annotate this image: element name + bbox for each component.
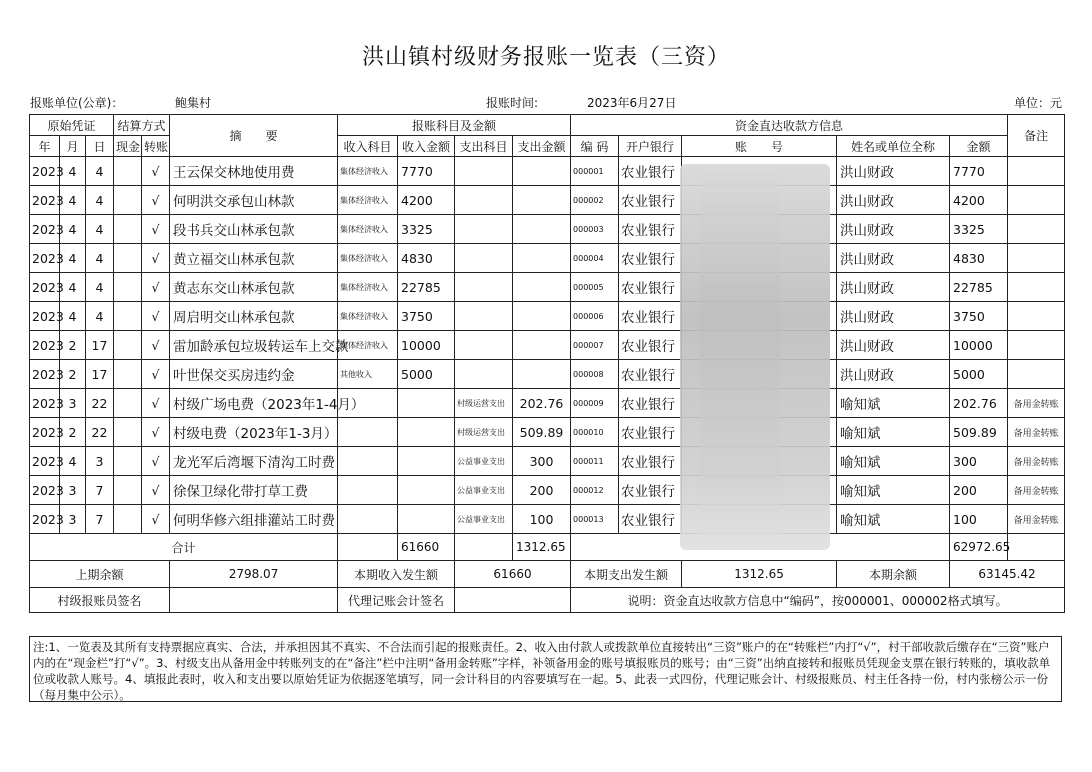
- header-payee: 姓名或单位全称: [837, 136, 950, 157]
- cell-bank: 农业银行: [619, 360, 682, 389]
- cell-summary: 何明洪交承包山林款: [170, 186, 338, 215]
- cell-expense-amount: [513, 244, 571, 273]
- cell-year: 2023: [30, 360, 60, 389]
- cell-remark: [1008, 186, 1065, 215]
- cell-income-amount: [398, 389, 455, 418]
- cell-day: 4: [86, 157, 114, 186]
- cell-day: 22: [86, 418, 114, 447]
- header-remark: 备注: [1008, 115, 1065, 157]
- balance-row: [30, 561, 1065, 588]
- totals-row: [30, 534, 1065, 561]
- cell-day: 22: [86, 389, 114, 418]
- cell-income-subject: 集体经济收入: [338, 157, 398, 186]
- cell-year: 2023: [30, 244, 60, 273]
- cell-code: 000009: [571, 389, 619, 418]
- cell-cash: [114, 302, 142, 331]
- ledger-table: [29, 114, 1065, 613]
- cell-bank: 农业银行: [619, 186, 682, 215]
- prev-balance-label: 上期余额: [30, 561, 170, 588]
- cell-payee: 喻知斌: [837, 447, 950, 476]
- cell-year: 2023: [30, 505, 60, 534]
- cell-expense-subject: [455, 360, 513, 389]
- cell-amount: 22785: [950, 273, 1008, 302]
- cell-transfer: √: [142, 273, 170, 302]
- header-amount: 金额: [950, 136, 1008, 157]
- cell-summary: 雷加龄承包垃圾转运车上交款: [170, 331, 338, 360]
- agent-signature-label: 代理记账会计签名: [338, 588, 455, 613]
- cell-month: 4: [60, 215, 86, 244]
- totals-income: 61660: [398, 534, 455, 561]
- cell-amount: 200: [950, 476, 1008, 505]
- cell-expense-subject: 村级运营支出: [455, 418, 513, 447]
- cell-transfer: √: [142, 186, 170, 215]
- cell-day: 17: [86, 331, 114, 360]
- cell-year: 2023: [30, 331, 60, 360]
- cell-amount: 300: [950, 447, 1008, 476]
- cell-bank: 农业银行: [619, 389, 682, 418]
- cell-year: 2023: [30, 186, 60, 215]
- cell-day: 4: [86, 215, 114, 244]
- header-settle: 结算方式: [114, 115, 170, 136]
- cell-remark: 备用金转账: [1008, 505, 1065, 534]
- cell-expense-subject: [455, 244, 513, 273]
- cell-transfer: √: [142, 476, 170, 505]
- cell-summary: 村级广场电费（2023年1-4月）: [170, 389, 338, 418]
- cell-expense-amount: [513, 273, 571, 302]
- cell-income-subject: 集体经济收入: [338, 186, 398, 215]
- cell-income-amount: 4830: [398, 244, 455, 273]
- header-month: 月: [60, 136, 86, 157]
- cell-expense-amount: 509.89: [513, 418, 571, 447]
- cell-day: 7: [86, 505, 114, 534]
- cell-income-subject: [338, 505, 398, 534]
- current-balance-label: 本期余额: [837, 561, 950, 588]
- cell-income-amount: 5000: [398, 360, 455, 389]
- cell-code: 000005: [571, 273, 619, 302]
- cell-payee: 洪山财政: [837, 360, 950, 389]
- cell-amount: 3325: [950, 215, 1008, 244]
- cell-income-subject: 集体经济收入: [338, 244, 398, 273]
- cell-income-subject: 集体经济收入: [338, 215, 398, 244]
- redaction-blur-strip: [700, 170, 780, 542]
- cell-month: 3: [60, 505, 86, 534]
- cell-payee: 洪山财政: [837, 186, 950, 215]
- document-title: 洪山镇村级财务报账一览表（三资）: [361, 45, 730, 70]
- header-summary: 摘 要: [170, 115, 338, 157]
- cell-cash: [114, 186, 142, 215]
- cell-remark: [1008, 273, 1065, 302]
- cell-cash: [114, 476, 142, 505]
- cell-expense-amount: 200: [513, 476, 571, 505]
- cell-payee: 洪山财政: [837, 157, 950, 186]
- cell-year: 2023: [30, 447, 60, 476]
- cell-expense-amount: 300: [513, 447, 571, 476]
- table-row: [30, 157, 1065, 186]
- cell-income-amount: 3750: [398, 302, 455, 331]
- cell-expense-amount: [513, 360, 571, 389]
- cell-year: 2023: [30, 273, 60, 302]
- cell-transfer: √: [142, 505, 170, 534]
- cell-remark: 备用金转账: [1008, 476, 1065, 505]
- cell-day: 7: [86, 476, 114, 505]
- cell-income-amount: [398, 505, 455, 534]
- cell-expense-subject: [455, 157, 513, 186]
- cell-income-amount: [398, 476, 455, 505]
- cell-bank: 农业银行: [619, 476, 682, 505]
- cell-summary: 龙光军后湾堰下清沟工时费: [170, 447, 338, 476]
- cell-expense-subject: [455, 273, 513, 302]
- cell-income-amount: 7770: [398, 157, 455, 186]
- cell-amount: 100: [950, 505, 1008, 534]
- cell-day: 4: [86, 244, 114, 273]
- cell-transfer: √: [142, 360, 170, 389]
- cell-transfer: √: [142, 157, 170, 186]
- cell-amount: 4830: [950, 244, 1008, 273]
- header-income-amount: 收入金额: [398, 136, 455, 157]
- unit-value: 鲍集村: [175, 96, 212, 110]
- cell-expense-amount: [513, 331, 571, 360]
- header-income-subject: 收入科目: [338, 136, 398, 157]
- cell-summary: 段书兵交山林承包款: [170, 215, 338, 244]
- cell-payee: 洪山财政: [837, 302, 950, 331]
- cell-code: 000003: [571, 215, 619, 244]
- cell-year: 2023: [30, 389, 60, 418]
- agent-signature-field: [455, 588, 571, 613]
- cell-cash: [114, 360, 142, 389]
- cell-cash: [114, 244, 142, 273]
- cell-payee: 洪山财政: [837, 331, 950, 360]
- cell-remark: [1008, 302, 1065, 331]
- cell-month: 4: [60, 447, 86, 476]
- cell-code: 000008: [571, 360, 619, 389]
- cell-summary: 徐保卫绿化带打草工费: [170, 476, 338, 505]
- cell-summary: 周启明交山林承包款: [170, 302, 338, 331]
- cell-amount: 3750: [950, 302, 1008, 331]
- cell-cash: [114, 157, 142, 186]
- totals-amount: 62972.65: [950, 534, 1008, 561]
- cell-cash: [114, 389, 142, 418]
- footnote: 注:1、一览表及其所有支持票据应真实、合法，并承担因其不真实、不合法而引起的报账责任。2、收入由付款人或拨款单位直接转出“三资”账户的在“转账栏”内打“√”，村干部收款后缴存在“三资”账户内的在“现金栏”打“√”。3、村级支出从备用金中转账列支的在“备注”栏中注明“备用金转账”字样，补领备用金的账号填报账员的账号；由“三资”出纳直接转和报账员凭现金支票在银行转账的，填收款单位或收款人账号。4、填报此表时，收入和支出要以原始凭证为依据逐笔填写，同一会计科目的内容要填写在一起。5、此表一式四份，代理记账会计、村级报账员、村主任各持一份，村内张榜公示一份（每月集中公示）。: [29, 636, 1062, 702]
- cell-remark: [1008, 331, 1065, 360]
- expense-total-label: 本期支出发生额: [571, 561, 682, 588]
- cell-payee: 洪山财政: [837, 273, 950, 302]
- cell-month: 2: [60, 418, 86, 447]
- table-row: [30, 360, 1065, 389]
- cell-year: 2023: [30, 476, 60, 505]
- currency-unit: 单位：元: [1013, 96, 1062, 110]
- cell-expense-amount: 202.76: [513, 389, 571, 418]
- table-row: [30, 302, 1065, 331]
- cell-month: 3: [60, 389, 86, 418]
- cell-expense-subject: 公益事业支出: [455, 447, 513, 476]
- header-account: 账 号: [682, 136, 837, 157]
- table-row: [30, 273, 1065, 302]
- cell-month: 3: [60, 476, 86, 505]
- signature-row: [30, 588, 1065, 613]
- cell-bank: 农业银行: [619, 447, 682, 476]
- header-row-1: [30, 115, 1065, 136]
- table-row: [30, 418, 1065, 447]
- cell-day: 4: [86, 273, 114, 302]
- table-row: [30, 476, 1065, 505]
- cell-income-amount: [398, 447, 455, 476]
- cell-transfer: √: [142, 244, 170, 273]
- cell-expense-subject: 公益事业支出: [455, 505, 513, 534]
- table-row: [30, 331, 1065, 360]
- cell-month: 4: [60, 157, 86, 186]
- cell-income-subject: [338, 418, 398, 447]
- cell-payee: 喻知斌: [837, 389, 950, 418]
- cell-bank: 农业银行: [619, 157, 682, 186]
- cell-code: 000011: [571, 447, 619, 476]
- coding-instruction: 说明：资金直达收款方信息中“编码”，按000001、000002格式填写。: [571, 588, 1065, 613]
- cell-bank: 农业银行: [619, 331, 682, 360]
- cell-year: 2023: [30, 157, 60, 186]
- cell-code: 000004: [571, 244, 619, 273]
- cell-day: 4: [86, 302, 114, 331]
- cell-summary: 黄立福交山林承包款: [170, 244, 338, 273]
- cell-expense-subject: [455, 215, 513, 244]
- cell-code: 000007: [571, 331, 619, 360]
- cell-day: 3: [86, 447, 114, 476]
- header-expense-subject: 支出科目: [455, 136, 513, 157]
- totals-label: 合计: [30, 534, 338, 561]
- cell-income-amount: 22785: [398, 273, 455, 302]
- cell-year: 2023: [30, 302, 60, 331]
- cell-payee: 洪山财政: [837, 244, 950, 273]
- clerk-signature-field: [170, 588, 338, 613]
- cell-expense-amount: [513, 186, 571, 215]
- cell-cash: [114, 331, 142, 360]
- clerk-signature-label: 村级报账员签名: [30, 588, 170, 613]
- cell-payee: 喻知斌: [837, 476, 950, 505]
- table-row: [30, 505, 1065, 534]
- cell-income-subject: 集体经济收入: [338, 302, 398, 331]
- cell-year: 2023: [30, 418, 60, 447]
- income-total-value: 61660: [455, 561, 571, 588]
- cell-cash: [114, 273, 142, 302]
- cell-income-amount: 4200: [398, 186, 455, 215]
- table-row: [30, 389, 1065, 418]
- cell-payee: 喻知斌: [837, 505, 950, 534]
- cell-expense-amount: [513, 157, 571, 186]
- header-code: 编 码: [571, 136, 619, 157]
- cell-expense-amount: 100: [513, 505, 571, 534]
- cell-bank: 农业银行: [619, 302, 682, 331]
- header-voucher: 原始凭证: [30, 115, 114, 136]
- header-cash: 现金: [114, 136, 142, 157]
- cell-cash: [114, 505, 142, 534]
- cell-bank: 农业银行: [619, 244, 682, 273]
- cell-income-amount: 3325: [398, 215, 455, 244]
- current-balance-value: 63145.42: [950, 561, 1065, 588]
- cell-expense-subject: [455, 331, 513, 360]
- cell-day: 17: [86, 360, 114, 389]
- cell-remark: 备用金转账: [1008, 418, 1065, 447]
- cell-expense-subject: [455, 186, 513, 215]
- cell-income-subject: 集体经济收入: [338, 331, 398, 360]
- cell-amount: 5000: [950, 360, 1008, 389]
- cell-transfer: √: [142, 389, 170, 418]
- cell-expense-subject: [455, 302, 513, 331]
- cell-summary: 叶世保交买房违约金: [170, 360, 338, 389]
- cell-remark: 备用金转账: [1008, 389, 1065, 418]
- cell-remark: [1008, 244, 1065, 273]
- cell-month: 4: [60, 186, 86, 215]
- cell-month: 4: [60, 302, 86, 331]
- header-year: 年: [30, 136, 60, 157]
- cell-remark: [1008, 360, 1065, 389]
- cell-code: 000006: [571, 302, 619, 331]
- cell-expense-subject: 公益事业支出: [455, 476, 513, 505]
- cell-cash: [114, 447, 142, 476]
- cell-transfer: √: [142, 302, 170, 331]
- cell-cash: [114, 418, 142, 447]
- cell-amount: 10000: [950, 331, 1008, 360]
- cell-remark: 备用金转账: [1008, 447, 1065, 476]
- cell-code: 000002: [571, 186, 619, 215]
- cell-bank: 农业银行: [619, 215, 682, 244]
- cell-income-subject: 其他收入: [338, 360, 398, 389]
- cell-bank: 农业银行: [619, 273, 682, 302]
- cell-income-subject: [338, 447, 398, 476]
- cell-day: 4: [86, 186, 114, 215]
- cell-expense-subject: 村级运营支出: [455, 389, 513, 418]
- prev-balance-value: 2798.07: [170, 561, 338, 588]
- cell-code: 000001: [571, 157, 619, 186]
- expense-total-value: 1312.65: [682, 561, 837, 588]
- cell-summary: 黄志东交山林承包款: [170, 273, 338, 302]
- header-transfer: 转账: [142, 136, 170, 157]
- cell-expense-amount: [513, 215, 571, 244]
- cell-month: 2: [60, 360, 86, 389]
- cell-cash: [114, 215, 142, 244]
- table-row: [30, 186, 1065, 215]
- cell-income-subject: [338, 476, 398, 505]
- header-payee-info: 资金直达收款方信息: [571, 115, 1008, 136]
- cell-payee: 喻知斌: [837, 418, 950, 447]
- cell-bank: 农业银行: [619, 505, 682, 534]
- table-row: [30, 447, 1065, 476]
- totals-expense: 1312.65: [513, 534, 571, 561]
- cell-year: 2023: [30, 215, 60, 244]
- header-day: 日: [86, 136, 114, 157]
- cell-amount: 202.76: [950, 389, 1008, 418]
- unit-label: 报账单位(公章)：: [30, 96, 124, 110]
- cell-amount: 509.89: [950, 418, 1008, 447]
- cell-transfer: √: [142, 215, 170, 244]
- cell-month: 4: [60, 273, 86, 302]
- cell-income-subject: 集体经济收入: [338, 273, 398, 302]
- header-bank: 开户银行: [619, 136, 682, 157]
- cell-code: 000012: [571, 476, 619, 505]
- cell-summary: 村级电费（2023年1-3月）: [170, 418, 338, 447]
- time-label: 报账时间:: [486, 96, 539, 110]
- cell-remark: [1008, 215, 1065, 244]
- cell-transfer: √: [142, 418, 170, 447]
- cell-amount: 7770: [950, 157, 1008, 186]
- header-expense-amount: 支出金额: [513, 136, 571, 157]
- cell-month: 2: [60, 331, 86, 360]
- cell-expense-amount: [513, 302, 571, 331]
- header-items: 报账科目及金额: [338, 115, 571, 136]
- cell-remark: [1008, 157, 1065, 186]
- cell-payee: 洪山财政: [837, 215, 950, 244]
- cell-month: 4: [60, 244, 86, 273]
- cell-transfer: √: [142, 447, 170, 476]
- cell-code: 000013: [571, 505, 619, 534]
- table-row: [30, 215, 1065, 244]
- cell-income-amount: 10000: [398, 331, 455, 360]
- cell-summary: 何明华修六组排灌站工时费: [170, 505, 338, 534]
- cell-summary: 王云保交林地使用费: [170, 157, 338, 186]
- cell-code: 000010: [571, 418, 619, 447]
- time-value: 2023年6月27日: [587, 96, 677, 110]
- cell-transfer: √: [142, 331, 170, 360]
- cell-bank: 农业银行: [619, 418, 682, 447]
- income-total-label: 本期收入发生额: [338, 561, 455, 588]
- cell-amount: 4200: [950, 186, 1008, 215]
- cell-income-amount: [398, 418, 455, 447]
- table-row: [30, 244, 1065, 273]
